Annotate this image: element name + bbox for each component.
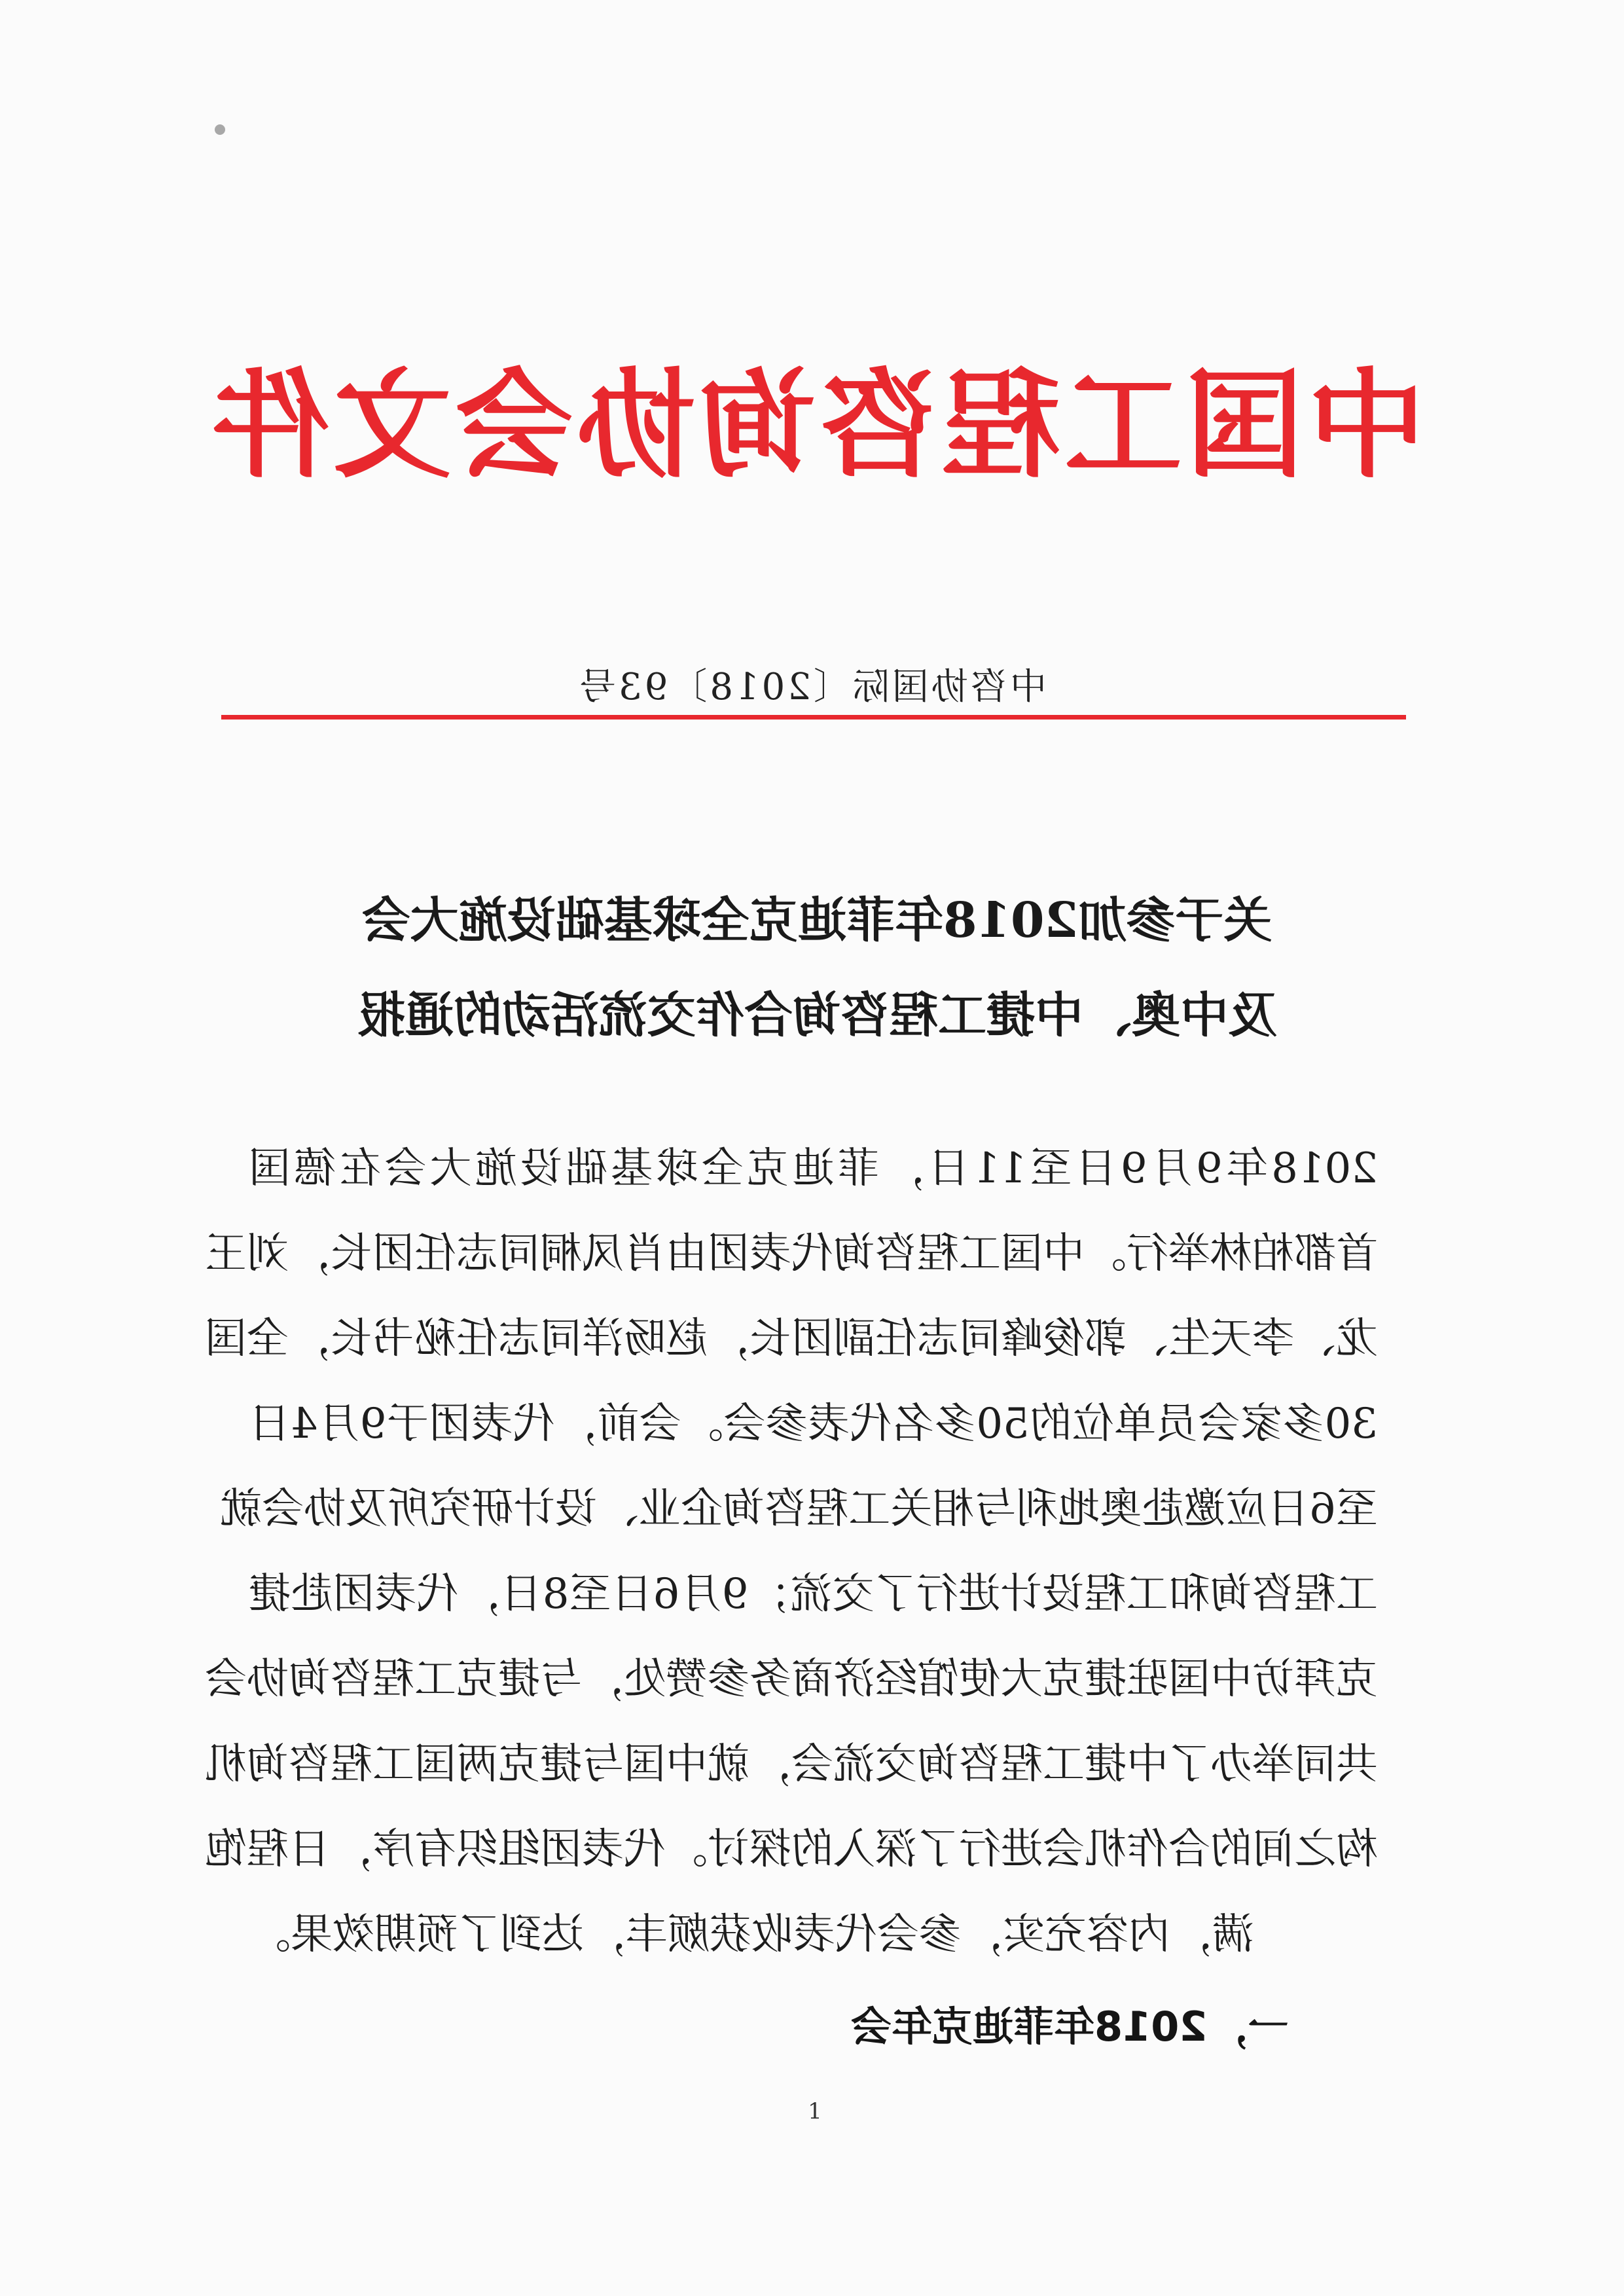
body-line: 龙、李天生、郭俊峰同志任副团长，赵旸洋同志任秘书长，全国 <box>205 1315 1378 1363</box>
title-line-1: 关于参加2018年菲迪克全球基础设施大会 <box>362 892 1272 949</box>
body-line: 满，内容充实，参会代表收获颇丰，达到了预期效果。 <box>249 1910 1254 1959</box>
body-line: 构之间的合作机会进行了深入的探讨。代表团组织有序，日程饱 <box>205 1825 1378 1874</box>
body-paragraph <box>205 1126 1378 1977</box>
red-divider <box>221 715 1406 720</box>
body-line: 克拜访中国驻捷克大使馆经济商务参赞处，与捷克工程咨询协会 <box>205 1655 1378 1704</box>
body-line: 30多家会员单位的50多名代表参会。会前，代表团于9月4日 <box>249 1400 1378 1448</box>
body-line: 共同举办了中捷工程咨询交流会，就中国与捷克两国工程咨询机 <box>205 1740 1378 1789</box>
body-line: 首都柏林举行。中国工程咨询代表团由肖凤桐同志任团长，刘王 <box>205 1230 1378 1278</box>
header-title: 中国工程咨询协会文件 <box>208 356 1426 494</box>
body-line: 工程咨询和工程设计进行了交流；9月6日至8日，代表团赴捷 <box>249 1570 1378 1618</box>
page-number: 1 <box>808 2098 822 2124</box>
section-heading: 一，2018年菲迪克年会 <box>851 2002 1289 2050</box>
title-line-2: 及中奥、中捷工程咨询合作交流活动的通报 <box>357 987 1277 1044</box>
document-number: 中咨协国际〔2018〕93号 <box>577 666 1047 708</box>
body-line: 至6日应邀赴奥地利与相关工程咨询企业、设计研究所及协会就 <box>220 1485 1378 1533</box>
scan-speck <box>215 124 225 135</box>
body-line: 2018年9月9日至11日，菲迪克全球基础设施大会在德国 <box>249 1144 1378 1193</box>
